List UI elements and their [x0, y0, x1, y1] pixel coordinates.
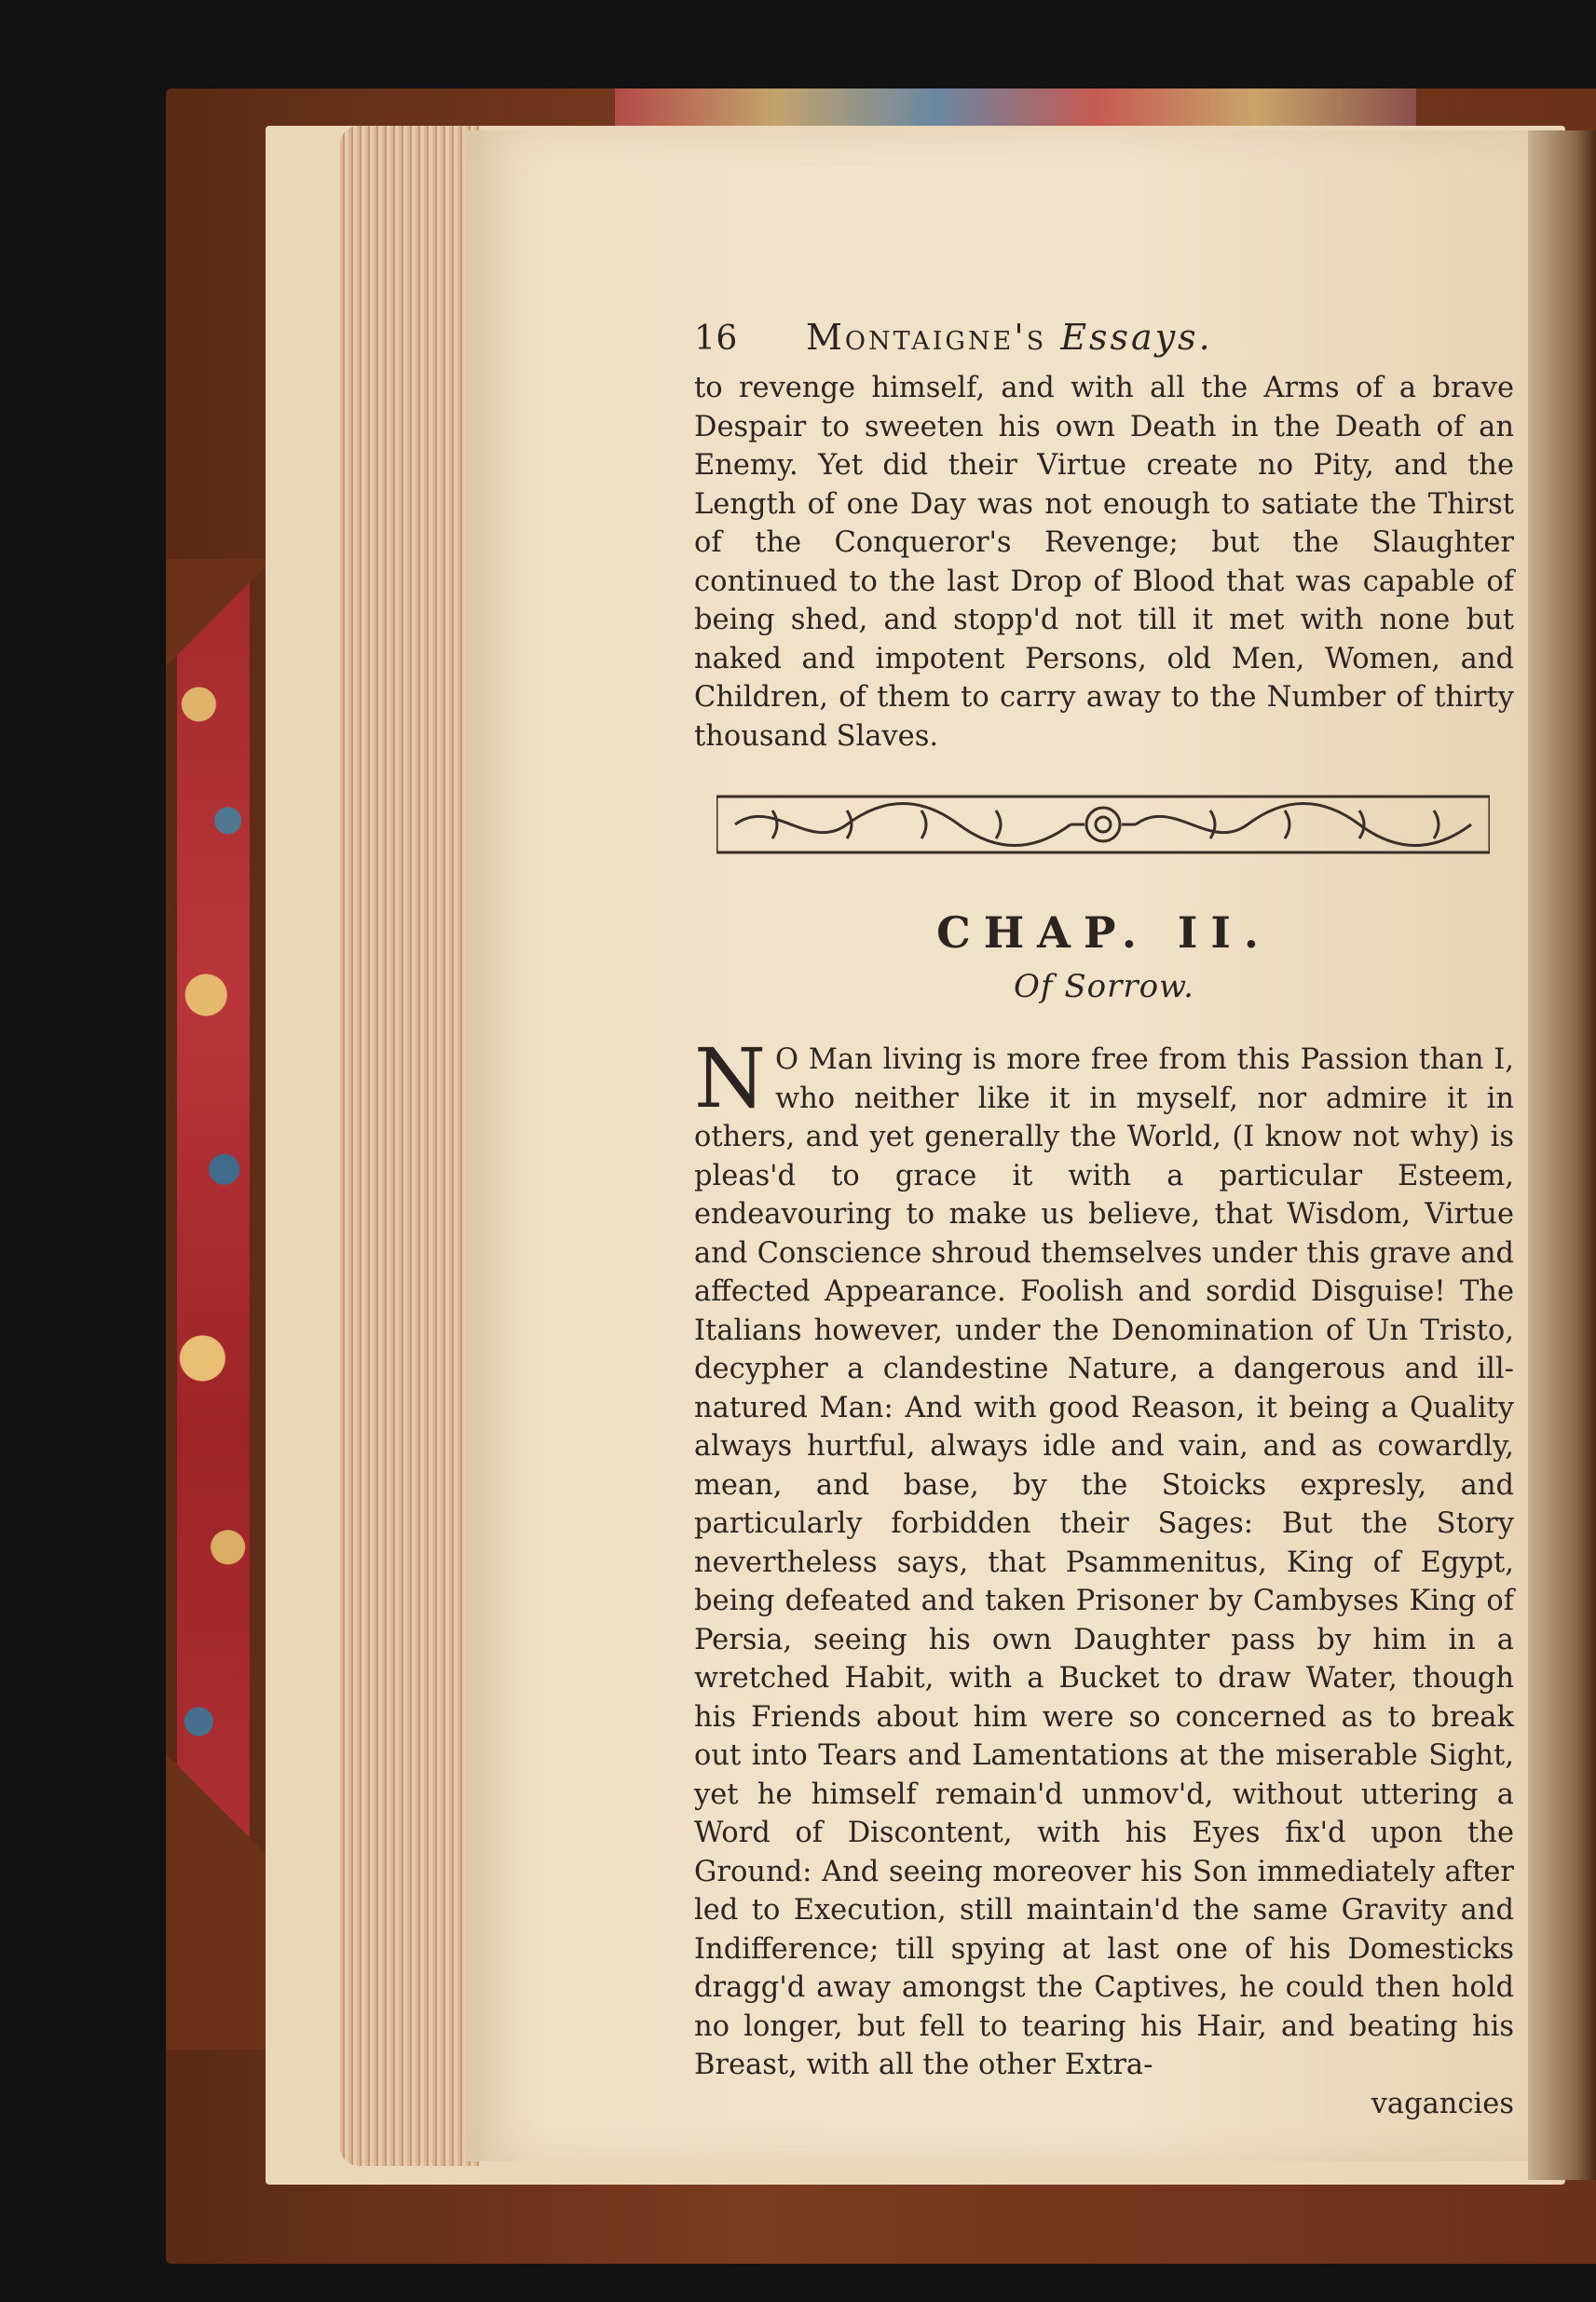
gutter-shadow: [1528, 130, 1596, 2180]
decorative-ornament-band: [716, 787, 1490, 862]
drop-cap: N: [694, 1030, 766, 1126]
page-text-block: [694, 317, 1514, 2123]
catchword: vagancies: [1371, 2087, 1514, 2120]
chapter-paragraph: [694, 1030, 1514, 2085]
chapter-body-text: O Man living is more free from this Passion than I, who neither like it in myself, nor admire it in others, and yet generally the World, (I know not why) is pleas'd to grace it with a particular Esteem, endeavouring to make us believe, that Wisdom, Virtue and Conscience shroud themselves under this grave and affected Appearance. Foolish and sordid Disguise! The Italians however, under the Denomination of Un Tristo, decypher a clandestine Nature, a dangerous and ill-natured Man: And with good Reason, it being a Quality always hurtful, always idle and vain, and as cowardly, mean, and base, by the Stoicks expresly, and particularly forbidden their Sages: But the Story nevertheless says, that Psammenitus, King of Egypt, being defeated and taken Prisoner by Cambyses King of Persia, seeing his own Daughter pass by him in a wretched Habit, with a Bucket to draw Water, though his Friends about him were so concerned as to break out into Tears and Lamentations at the miserable Sight, yet he himself remain'd unmov'd, without uttering a Word of Discontent, with his Eyes fix'd upon the Ground: And seeing moreover his Son immediately after led to Execution, still maintain'd the same Gravity and Indifference; till spying at last one of his Domesticks dragg'd away amongst the Captives, he could then hold no longer, but fell to tearing his Hair, and beating his Breast, with all the other Extra-: [694, 1043, 1514, 2081]
running-title: Montaigne's Essays.: [806, 317, 1213, 358]
marbled-headband: [615, 89, 1416, 126]
chapter-title: Of Sorrow.: [1014, 968, 1194, 1005]
leather-corner-top: [166, 559, 268, 671]
running-title-italic: Essays.: [1060, 317, 1213, 358]
page-fore-edge: [340, 126, 480, 2166]
continuation-paragraph: to revenge himself, and with all the Arms of a brave Despair to sweeten his own Death in the Death of an Enemy. Yet did their Virtue create no Pity, and the Length of one Day was not enough to satiate the Thirst of the Conqueror's Revenge; but the Slaughter continued to the last Drop of Blood that was capable of being shed, and stopp'd not till it met with none but naked and impotent Persons, old Men, Women, and Children, of them to carry away to the Number of thirty thousand Slaves.: [694, 372, 1514, 753]
chapter-heading: CHAP. II.: [936, 907, 1272, 958]
page-number: 16: [694, 320, 738, 358]
running-head: [694, 317, 1514, 369]
leather-corner-bottom: [166, 1658, 268, 2050]
